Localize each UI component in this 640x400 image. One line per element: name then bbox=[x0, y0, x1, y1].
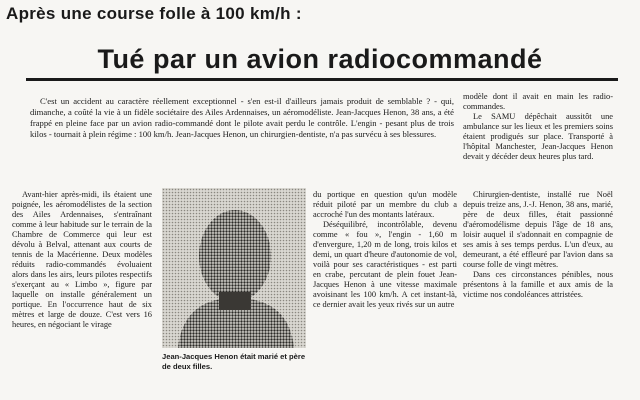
portrait-image bbox=[162, 188, 306, 348]
paragraph: Le SAMU dépêchait aussitôt une ambulance sur les lieux et les premiers soins étaient prodigués sur place. Transporté à l'hôpital Manchester, Jean-Jacques Henon devait y décéder deux heures plus tard. bbox=[463, 112, 613, 161]
headline-underline bbox=[26, 78, 618, 81]
photo-caption: Jean-Jacques Henon était marié et père de deux filles. bbox=[162, 352, 306, 371]
column-right bbox=[463, 190, 613, 300]
paragraph: Chirurgien-dentiste, installé rue Noël depuis treize ans, J.-J. Henon, 38 ans, marié, père de deux filles, était passionné d'aéromodélisme depuis l'âge de 18 ans, loisir auquel il s'adonnait en compagnie de ses amis à ses temps perdus. L'un d'eux, au demeurant, a été effleuré par l'avion dans sa course folle de vingt mètres. bbox=[463, 190, 613, 269]
paragraph: Avant-hier après-midi, ils étaient une poignée, les aéromodélistes de la section des Ailes Ardennaises, s'entraînant comme à leur habitude sur le terrain de la Chambre de Commerce qui leur est dévolu à Belval, attenant aux courts de tennis de la Macérienne. Deux modèles réduits radio-commandés évoluaient alors dans les airs, leurs pilotes respectifs s'exerçant au « Limbo », figure par laquelle on installe généralement un portique. En l'occurrence haut de six mètres et large de douze. C'est vers 16 heures, en négociant le virage bbox=[12, 190, 152, 329]
paragraph: modèle dont il avait en main les radio-commandes. bbox=[463, 92, 613, 111]
article-kicker: Après une course folle à 100 km/h : bbox=[6, 4, 302, 23]
column-right-top bbox=[463, 92, 613, 162]
article-headline: Tué par un avion radiocommandé bbox=[97, 44, 543, 74]
paragraph: du portique en question qu'un modèle réduit piloté par un membre du club a accroché l'un des montants latéraux. bbox=[313, 190, 457, 219]
column-middle bbox=[313, 190, 457, 310]
lead-paragraph: C'est un accident au caractère réellement exceptionnel - s'en est-il d'ailleurs jamais produit de semblable ? - qui, dimanche, a coûté la vie à un fidèle sociétaire des Ailes Ardennaises, un aéromodéliste. Jean-Jacques Henon, 38 ans, a été frappé en pleine face par un avion radio-commandé dont le pilote avait perdu le contrôle. L'engin - pesant plus de trois kilos - tournait à plein régime : 100 km/h. Jean-Jacques Henon, un chirurgien-dentiste, n'a pas survécu à ses blessures. bbox=[30, 96, 454, 139]
article-lead bbox=[30, 96, 454, 140]
column-left bbox=[12, 190, 152, 330]
paragraph: Dans ces circonstances pénibles, nous présentons à la famille et aux amis de la victime nos condoléances attristées. bbox=[463, 270, 613, 299]
portrait-photo bbox=[162, 188, 306, 348]
paragraph: Déséquilibré, incontrôlable, devenu comme « fou », l'engin - 1,60 m d'envergure, 1,20 m de long, trois kilos et demi, un quart d'heure d'autonomie de vol, voilà pour ses caractéristiques - est parti en crabe, percutant de plein fouet Jean-Jacques Henon à une vitesse maximale avoisinant les 100 km/h. A cet instant-là, ce dernier avait les yeux rivés sur un autre bbox=[313, 220, 457, 309]
